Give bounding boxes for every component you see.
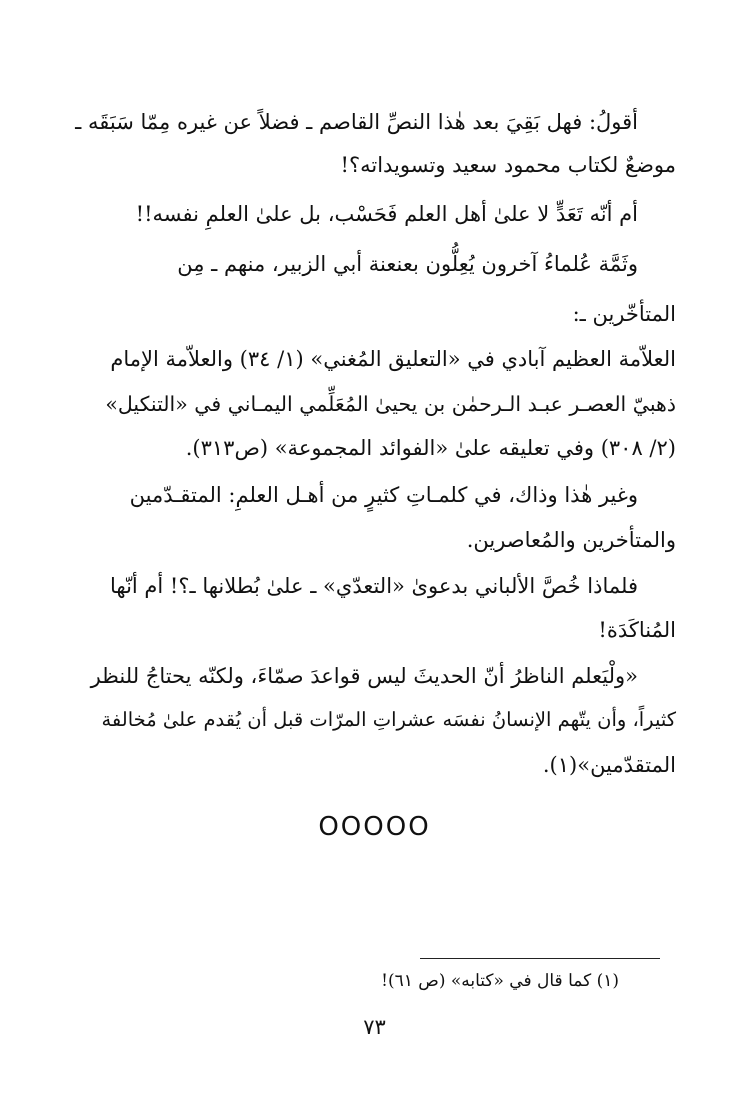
footnote-separator [420, 958, 660, 959]
paragraph-7-line-3: المتقدّمين»(١). [542, 753, 676, 777]
footnote-1: (١) كما قال في «كتابه» (ص ٦١)! [381, 971, 619, 991]
paragraph-4-line-3: (٢/ ٣٠٨) وفي تعليقه علىٰ «الفوائد المجموعة» (ص٣١٣). [185, 436, 676, 460]
paragraph-6-line-1: فلماذا خُصَّ الألباني بدعوىٰ «التعدّي» ـ علىٰ بُطلانها ـ؟! أم أنّها [109, 574, 638, 598]
paragraph-4-line-1: العلاّمة العظيم آبادي في «التعليق المُغني» (١/ ٣٤) والعلاّمة الإمام [110, 347, 676, 371]
paragraph-5-line-1: وغير هٰذا وذاك، في كلمـاتِ كثيرٍ من أهـل العلمِ: المتقـدّمين [129, 483, 638, 507]
paragraph-2-line-1: أم أنّه تَعَدٍّ لا علىٰ أهل العلم فَحَسْب، بل علىٰ العلمِ نفسه!! [135, 202, 638, 226]
paragraph-3-line-1: وثَمَّة عُلماءُ آخرون يُعِلُّون بعنعنة أبي الزبير، منهم ـ مِن [177, 252, 638, 276]
paragraph-3-line-2: المتأخّرين ـ: [572, 302, 676, 326]
paragraph-7-line-1: «ولْيَعلم الناظرُ أنّ الحديثَ ليس قواعدَ صمّاءَ، ولكنّه يحتاجُ للنظر [90, 664, 638, 688]
paragraph-1-line-2: موضعٌ لكتاب محمود سعيد وتسويداته؟! [340, 153, 676, 177]
page-number: ٧٣ [363, 1015, 386, 1039]
paragraph-7-line-2: كثيراً، وأن يتّهم الإنسانُ نفسَه عشراتِ المرّات قبل أن يُقدم علىٰ مُخالفة [101, 708, 676, 731]
paragraph-1-line-1: أقولُ: فهل بَقِيَ بعد هٰذا النصِّ القاصم ـ فضلاً عن غيره مِمّا سَبَقَه ـ [75, 110, 638, 134]
paragraph-6-line-2: المُناكَدَة! [598, 618, 676, 642]
paragraph-4-line-2: ذهبيّ العصـر عبـد الـرحمٰن بن يحيىٰ المُعَلِّمي اليمـاني في «التنكيل» [105, 392, 676, 416]
section-divider-circles: OOOOO [318, 812, 431, 842]
paragraph-5-line-2: والمتأخرين والمُعاصرين. [466, 528, 676, 552]
